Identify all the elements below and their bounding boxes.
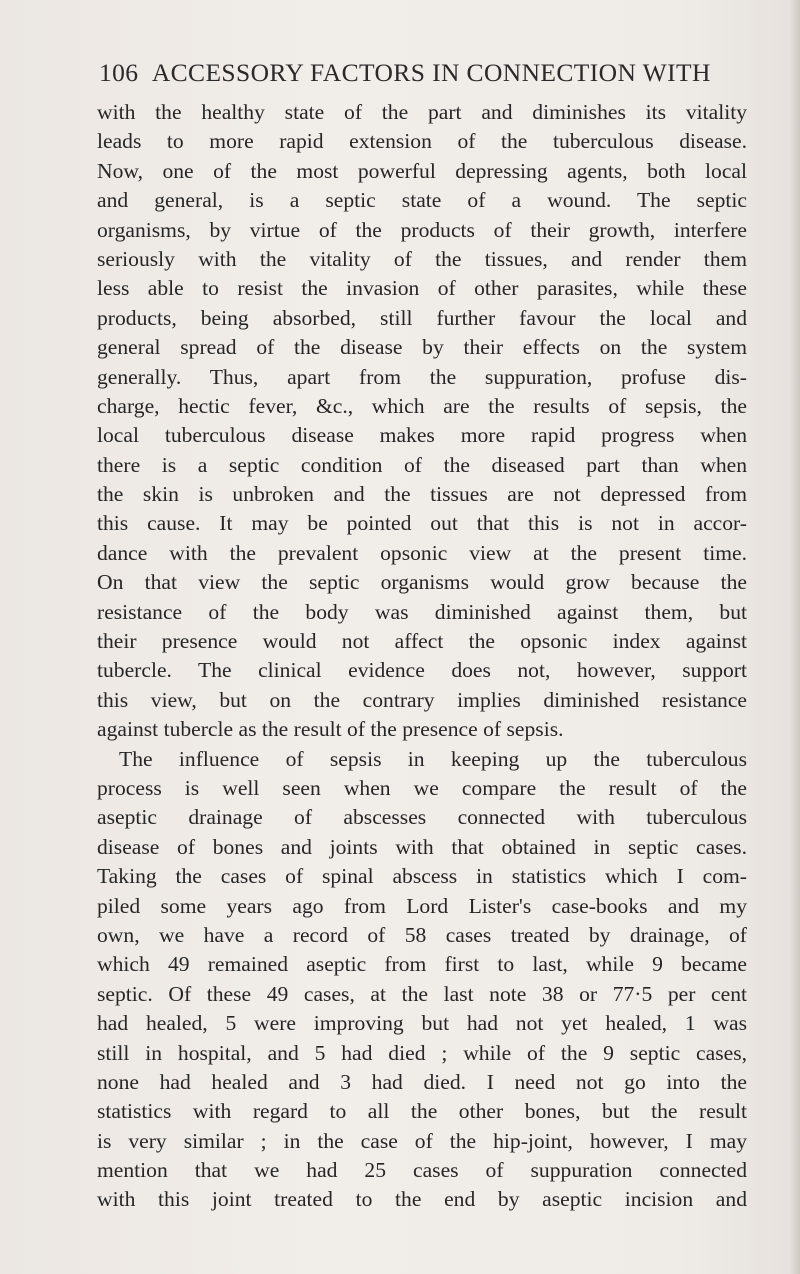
- text-line: septic. Of these 49 cases, at the last note 38 or 77·5 per cent: [97, 981, 747, 1006]
- text-line: piled some years ago from Lord Lister's case-books and my: [97, 893, 747, 918]
- text-line: Now, one of the most powerful depressing agents, both local: [97, 158, 747, 183]
- text-line: disease of bones and joints with that obtained in septic cases.: [97, 834, 747, 859]
- text-line: with the healthy state of the part and diminishes its vitality: [97, 100, 747, 124]
- text-line: the skin is unbroken and the tissues are not depressed from: [97, 482, 747, 507]
- text-line: their presence would not affect the opsonic index against: [97, 629, 747, 654]
- running-title: ACCESSORY FACTORS IN CONNECTION WITH: [151, 58, 711, 87]
- text-line: none had healed and 3 had died. I need not go into the: [97, 1069, 747, 1094]
- text-line: statistics with regard to all the other bones, but the result: [97, 1099, 747, 1124]
- text-line: which 49 remained aseptic from first to last, while 9 became: [97, 952, 747, 977]
- text-line: resistance of the body was diminished against them, but: [97, 599, 747, 624]
- text-line: this cause. It may be pointed out that this is not in accor-: [97, 511, 747, 536]
- paragraph-start-line: The influence of sepsis in keeping up the tuberculous: [119, 746, 747, 771]
- text-line: products, being absorbed, still further favour the local and: [97, 305, 747, 330]
- text-line: with this joint treated to the end by aseptic incision and: [97, 1187, 747, 1212]
- text-line: had healed, 5 were improving but had not yet healed, 1 was: [97, 1011, 747, 1036]
- text-line: general spread of the disease by their effects on the system: [97, 335, 747, 360]
- text-line: less able to resist the invasion of other parasites, while these: [97, 276, 747, 301]
- text-line: is very similar ; in the case of the hip-joint, however, I may: [97, 1128, 747, 1153]
- text-line: own, we have a record of 58 cases treated by drainage, of: [97, 922, 747, 947]
- text-line: mention that we had 25 cases of suppuration connected: [97, 1158, 747, 1183]
- text-line: generally. Thus, apart from the suppuration, profuse dis-: [97, 364, 747, 389]
- text-line: charge, hectic fever, &c., which are the results of sepsis, the: [97, 393, 747, 418]
- text-line: against tubercle as the result of the presence of sepsis.: [97, 717, 564, 742]
- text-line: seriously with the vitality of the tissues, and render them: [97, 246, 747, 271]
- text-line: tubercle. The clinical evidence does not, however, support: [97, 658, 747, 683]
- text-line: still in hospital, and 5 had died ; while of the 9 septic cases,: [97, 1040, 747, 1065]
- text-line: process is well seen when we compare the result of the: [97, 775, 747, 800]
- text-line: and general, is a septic state of a wound. The septic: [97, 188, 747, 213]
- text-line: this view, but on the contrary implies diminished resistance: [97, 687, 747, 712]
- page-edge-shadow: [790, 0, 800, 1274]
- body-text: [97, 98, 747, 1215]
- text-line: local tuberculous disease makes more rapid progress when: [97, 423, 747, 448]
- text-line: there is a septic condition of the diseased part than when: [97, 452, 747, 477]
- text-line: organisms, by virtue of the products of their growth, interfere: [97, 217, 747, 242]
- text-line: aseptic drainage of abscesses connected with tuberculous: [97, 805, 747, 830]
- text-line: dance with the prevalent opsonic view at the present time.: [97, 540, 747, 565]
- text-line: On that view the septic organisms would grow because the: [97, 570, 747, 595]
- running-header: [99, 58, 739, 88]
- text-line: leads to more rapid extension of the tuberculous disease.: [97, 129, 747, 154]
- page-number: 106: [99, 58, 139, 87]
- text-line: Taking the cases of spinal abscess in statistics which I com-: [97, 864, 747, 889]
